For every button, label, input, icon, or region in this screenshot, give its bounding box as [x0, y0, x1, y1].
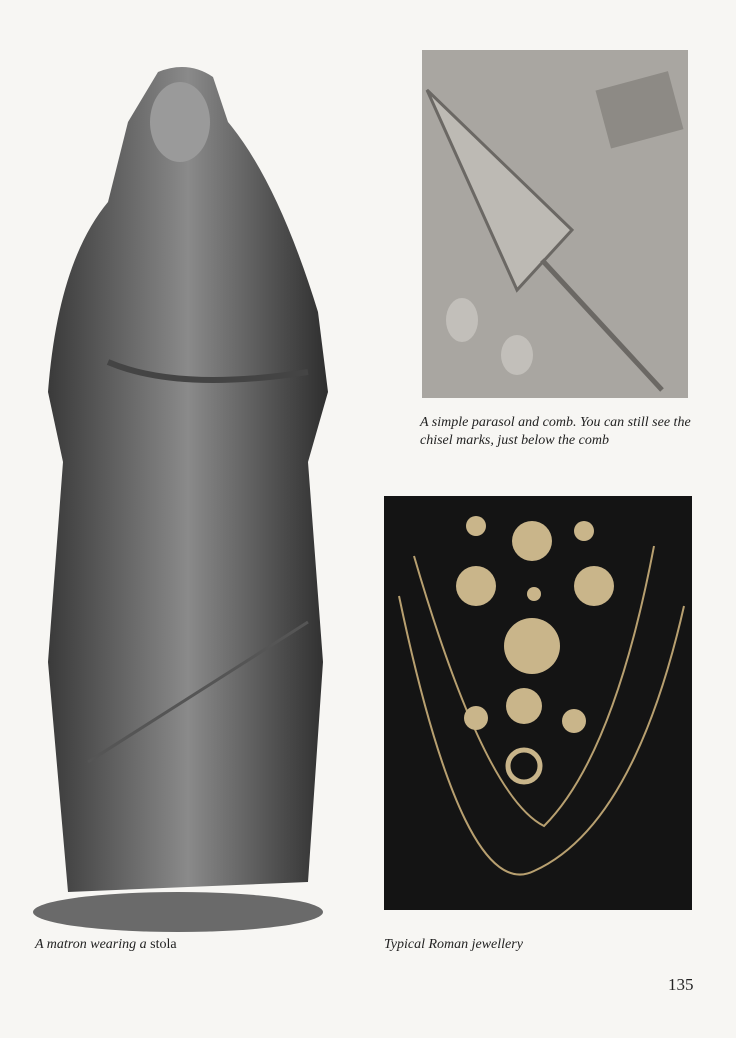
roman-jewellery-photo — [384, 496, 692, 910]
parasol-caption: A simple parasol and comb. You can still see the chisel marks, just below the comb — [420, 415, 691, 448]
statue-caption — [35, 936, 177, 954]
jewellery-caption: Typical Roman jewellery — [384, 937, 523, 952]
page-number: 135 — [668, 975, 694, 994]
parasol-comb-relief-photo — [422, 50, 688, 398]
caption-roman-word: stola — [150, 937, 177, 952]
statue-photo — [28, 62, 333, 934]
caption-italic: A matron wearing a — [35, 937, 151, 952]
